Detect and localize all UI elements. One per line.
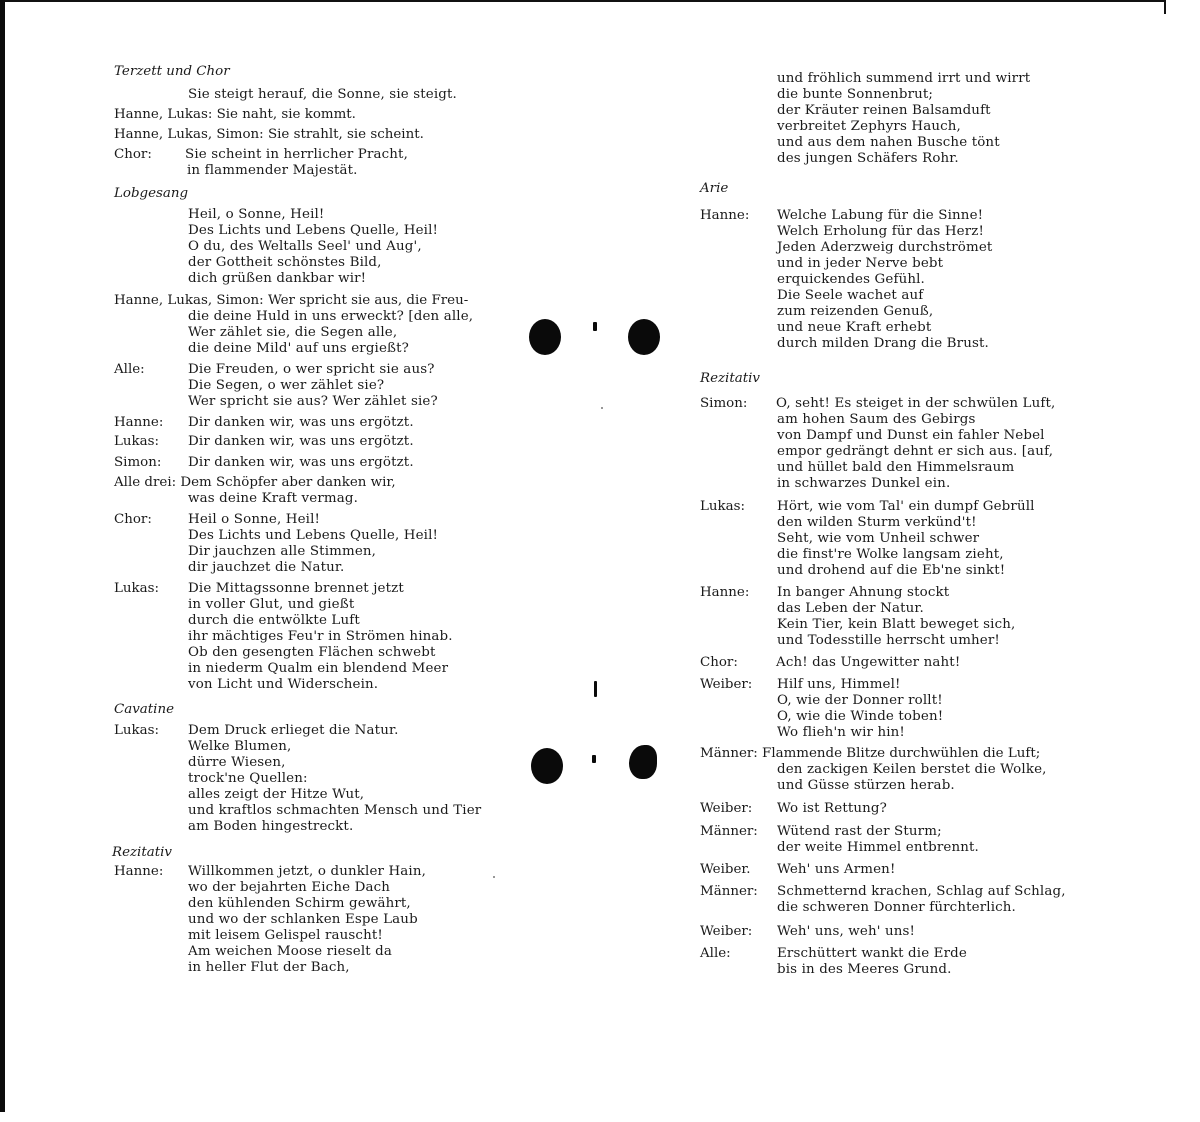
- ink-mark: [593, 322, 597, 331]
- libretto-line: Welche Labung für die Sinne!: [777, 208, 984, 223]
- speaker-label: Alle drei: Dem Schöpfer aber danken wir,: [114, 475, 396, 490]
- libretto-line: von Licht und Widerschein.: [188, 677, 379, 692]
- libretto-line: das Leben der Natur.: [777, 601, 924, 616]
- libretto-line: trock'ne Quellen:: [188, 771, 308, 786]
- libretto-line: die bunte Sonnenbrut;: [777, 87, 934, 102]
- libretto-line: Des Lichts und Lebens Quelle, Heil!: [188, 223, 439, 238]
- ink-mark: [592, 755, 596, 763]
- libretto-line: Kein Tier, kein Blatt beweget sich,: [777, 617, 1016, 632]
- libretto-line: und fröhlich summend irrt und wirrt: [777, 71, 1031, 86]
- libretto-line: den wilden Sturm verkünd't!: [777, 515, 977, 530]
- libretto-line: Sie scheint in herrlicher Pracht,: [185, 147, 408, 162]
- libretto-line: in flammender Majestät.: [187, 163, 358, 178]
- libretto-line: Des Lichts und Lebens Quelle, Heil!: [188, 528, 439, 543]
- speaker-label: Hanne, Lukas: Sie naht, sie kommt.: [114, 107, 356, 122]
- libretto-line: den zackigen Keilen berstet die Wolke,: [777, 762, 1047, 777]
- libretto-line: zum reizenden Genuß,: [777, 304, 934, 319]
- libretto-line: Welke Blumen,: [188, 739, 292, 754]
- libretto-line: Sie steigt herauf, die Sonne, sie steigt.: [188, 87, 457, 102]
- libretto-line: die deine Mild' auf uns ergießt?: [188, 341, 410, 356]
- libretto-line: Wo ist Rettung?: [777, 801, 887, 816]
- speaker-label: Alle:: [700, 946, 731, 961]
- libretto-line: die deine Huld in uns erweckt? [den alle,: [188, 309, 474, 324]
- speaker-label: Simon:: [114, 455, 162, 470]
- libretto-line: ihr mächtiges Feu'r in Strömen hinab.: [188, 629, 453, 644]
- speaker-label: Hanne:: [114, 864, 164, 879]
- libretto-line: und wo der schlanken Espe Laub: [188, 912, 418, 927]
- section-heading: Lobgesang: [114, 186, 189, 201]
- libretto-line: Jeden Aderzweig durchströmet: [777, 240, 993, 255]
- scan-right-edge: [1164, 0, 1166, 14]
- libretto-line: am Boden hingestreckt.: [188, 819, 354, 834]
- libretto-line: und neue Kraft erhebt: [777, 320, 932, 335]
- speaker-label: Weiber:: [700, 801, 753, 816]
- speaker-label: Lukas:: [114, 434, 159, 449]
- speck: [493, 876, 495, 878]
- section-heading: Terzett und Chor: [114, 64, 230, 79]
- libretto-line: verbreitet Zephyrs Hauch,: [777, 119, 961, 134]
- speaker-label: Chor:: [114, 512, 152, 527]
- section-heading: Arie: [700, 181, 729, 196]
- section-heading: Cavatine: [114, 702, 174, 717]
- libretto-line: Dir danken wir, was uns ergötzt.: [188, 415, 414, 430]
- libretto-line: Ach! das Ungewitter naht!: [776, 655, 961, 670]
- speaker-label: Hanne, Lukas, Simon: Sie strahlt, sie scheint.: [114, 127, 424, 142]
- libretto-line: in voller Glut, und gießt: [188, 597, 355, 612]
- libretto-line: empor gedrängt dehnt er sich aus. [auf,: [777, 444, 1054, 459]
- speaker-label: Hanne, Lukas, Simon: Wer spricht sie aus, die Freu-: [114, 293, 469, 308]
- speck: [601, 407, 603, 409]
- speaker-label: Lukas:: [700, 499, 745, 514]
- libretto-line: Hört, wie vom Tal' ein dumpf Gebrüll: [777, 499, 1035, 514]
- libretto-line: den kühlenden Schirm gewährt,: [188, 896, 411, 911]
- speaker-label: Männer:: [700, 824, 758, 839]
- speaker-label: Hanne:: [114, 415, 164, 430]
- speaker-label: Lukas:: [114, 581, 159, 596]
- speaker-label: Alle:: [114, 362, 145, 377]
- libretto-line: Schmetternd krachen, Schlag auf Schlag,: [777, 884, 1066, 899]
- libretto-line: Hilf uns, Himmel!: [777, 677, 901, 692]
- scan-left-edge: [0, 0, 5, 1112]
- libretto-line: was deine Kraft vermag.: [188, 491, 358, 506]
- scan-top-edge: [0, 0, 1166, 2]
- speaker-label: Lukas:: [114, 723, 159, 738]
- libretto-line: in schwarzes Dunkel ein.: [777, 476, 951, 491]
- libretto-line: Heil, o Sonne, Heil!: [188, 207, 325, 222]
- libretto-line: und aus dem nahen Busche tönt: [777, 135, 1000, 150]
- libretto-line: in niederm Qualm ein blendend Meer: [188, 661, 449, 676]
- libretto-line: am hohen Saum des Gebirgs: [777, 412, 976, 427]
- libretto-line: Die Segen, o wer zählet sie?: [188, 378, 385, 393]
- speaker-label: Männer: Flammende Blitze durchwühlen die Luft;: [700, 746, 1041, 761]
- libretto-line: O, wie die Winde toben!: [777, 709, 944, 724]
- libretto-line: bis in des Meeres Grund.: [777, 962, 952, 977]
- libretto-line: Wer spricht sie aus? Wer zählet sie?: [188, 394, 438, 409]
- libretto-line: durch die entwölkte Luft: [188, 613, 360, 628]
- libretto-line: und Güsse stürzen herab.: [777, 778, 955, 793]
- libretto-line: mit leisem Gelispel rauscht!: [188, 928, 383, 943]
- speaker-label: Simon:: [700, 396, 748, 411]
- libretto-line: Ob den gesengten Flächen schwebt: [188, 645, 436, 660]
- libretto-line: Dir danken wir, was uns ergötzt.: [188, 434, 414, 449]
- libretto-line: Die Mittagssonne brennet jetzt: [188, 581, 404, 596]
- libretto-line: dir jauchzet die Natur.: [188, 560, 345, 575]
- libretto-line: Dir jauchzen alle Stimmen,: [188, 544, 377, 559]
- libretto-line: dürre Wiesen,: [188, 755, 286, 770]
- libretto-line: Wer zählet sie, die Segen alle,: [188, 325, 398, 340]
- libretto-line: von Dampf und Dunst ein fahler Nebel: [777, 428, 1045, 443]
- speaker-label: Weiber:: [700, 677, 753, 692]
- libretto-line: des jungen Schäfers Rohr.: [777, 151, 959, 166]
- libretto-line: Willkommen jetzt, o dunkler Hain,: [188, 864, 427, 879]
- speaker-label: Weiber:: [700, 924, 753, 939]
- libretto-line: der weite Himmel entbrennt.: [777, 840, 979, 855]
- libretto-line: Heil o Sonne, Heil!: [188, 512, 321, 527]
- libretto-line: Welch Erholung für das Herz!: [777, 224, 985, 239]
- punch-hole: [628, 319, 660, 355]
- speaker-label: Hanne:: [700, 585, 750, 600]
- section-heading: Rezitativ: [700, 371, 760, 386]
- libretto-line: In banger Ahnung stockt: [777, 585, 950, 600]
- libretto-line: Erschüttert wankt die Erde: [777, 946, 967, 961]
- libretto-line: Wo flieh'n wir hin!: [777, 725, 905, 740]
- libretto-line: Die Freuden, o wer spricht sie aus?: [188, 362, 435, 377]
- libretto-line: der Kräuter reinen Balsamduft: [777, 103, 991, 118]
- libretto-line: Weh' uns, weh' uns!: [777, 924, 916, 939]
- libretto-line: wo der bejahrten Eiche Dach: [188, 880, 391, 895]
- libretto-line: und Todesstille herrscht umher!: [777, 633, 1000, 648]
- libretto-line: in heller Flut der Bach,: [188, 960, 350, 975]
- speaker-label: Weiber.: [700, 862, 751, 877]
- libretto-line: Dem Druck erlieget die Natur.: [188, 723, 399, 738]
- punch-hole: [529, 319, 561, 355]
- libretto-line: O, wie der Donner rollt!: [777, 693, 943, 708]
- speaker-label: Männer:: [700, 884, 758, 899]
- ink-mark: [594, 681, 597, 697]
- speaker-label: Chor:: [114, 147, 152, 162]
- libretto-line: und drohend auf die Eb'ne sinkt!: [777, 563, 1006, 578]
- libretto-line: dich grüßen dankbar wir!: [188, 271, 367, 286]
- libretto-line: durch milden Drang die Brust.: [777, 336, 989, 351]
- libretto-line: die finst're Wolke langsam zieht,: [777, 547, 1004, 562]
- libretto-line: Weh' uns Armen!: [777, 862, 896, 877]
- libretto-line: erquickendes Gefühl.: [777, 272, 925, 287]
- libretto-line: O, seht! Es steiget in der schwülen Luft,: [776, 396, 1056, 411]
- libretto-line: alles zeigt der Hitze Wut,: [188, 787, 365, 802]
- punch-hole: [531, 748, 563, 784]
- libretto-line: Wütend rast der Sturm;: [777, 824, 942, 839]
- speaker-label: Chor:: [700, 655, 738, 670]
- libretto-line: und kraftlos schmachten Mensch und Tier: [188, 803, 482, 818]
- libretto-line: und in jeder Nerve bebt: [777, 256, 944, 271]
- libretto-line: Seht, wie vom Unheil schwer: [777, 531, 980, 546]
- speaker-label: Hanne:: [700, 208, 750, 223]
- section-heading: Rezitativ: [112, 845, 172, 860]
- libretto-line: und hüllet bald den Himmelsraum: [777, 460, 1015, 475]
- libretto-line: O du, des Weltalls Seel' und Aug',: [188, 239, 422, 254]
- libretto-line: Am weichen Moose rieselt da: [188, 944, 393, 959]
- libretto-line: der Gottheit schönstes Bild,: [188, 255, 382, 270]
- libretto-line: Die Seele wachet auf: [777, 288, 924, 303]
- punch-hole: [629, 745, 657, 779]
- libretto-line: die schweren Donner fürchterlich.: [777, 900, 1016, 915]
- libretto-line: Dir danken wir, was uns ergötzt.: [188, 455, 414, 470]
